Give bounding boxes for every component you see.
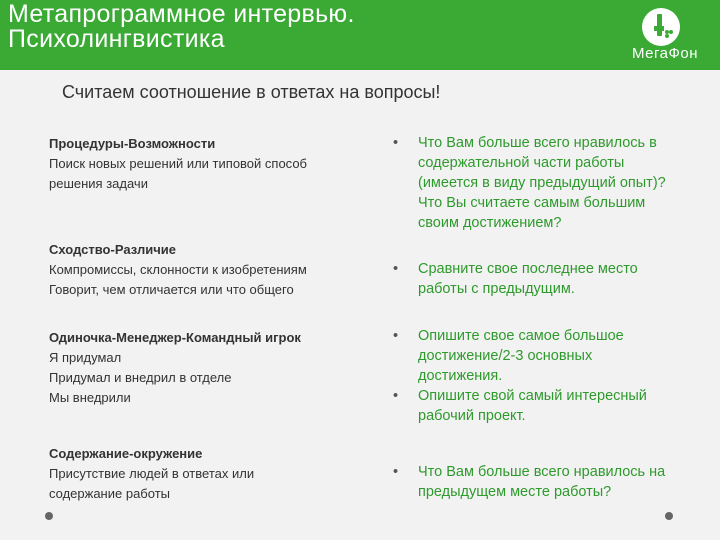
title-line-1: Метапрограммное интервью. [8,0,355,28]
header-bar [0,0,720,70]
bullet-item [393,259,708,299]
section-heading: Одиночка-Менеджер-Командный игрок [49,330,301,345]
bullet-line: работы с предыдущим. [418,281,575,297]
megafon-logo [620,8,710,64]
bullet-line: Сравните свое последнее место [418,261,638,277]
section-line: содержание работы [49,486,170,501]
bullet-dot: • [393,464,399,480]
section-line: Поиск новых решений или типовой способ [49,156,308,171]
bullet-dot: • [393,328,399,344]
section-line: Присутствие людей в ответах или [49,466,255,481]
bullet-line: (имеется в виду предыдущий опыт)? [418,175,666,191]
section-2-left [49,240,369,300]
corner-dot-left [45,512,53,520]
section-heading: Содержание-окружение [49,446,203,461]
bullet-line: своим достижением? [418,215,562,231]
section-heading: Процедуры-Возможности [49,136,216,151]
bullet-line: рабочий проект. [418,408,526,424]
section-2-right [393,259,708,299]
section-line: решения задачи [49,176,148,191]
bullet-dot: • [393,135,399,151]
section-3-left [49,328,369,408]
section-1-right [393,133,708,233]
bullet-line: Что Вы считаете самым большим [418,195,646,211]
section-line: Компромиссы, склонности к изобретениям [49,262,307,277]
section-1-left [49,134,369,194]
corner-dot-right [665,512,673,520]
megafon-logo-icon [642,8,680,46]
bullet-dot: • [393,261,399,277]
bullet-item [393,462,708,502]
section-line: Мы внедрили [49,390,131,405]
section-line: Говорит, чем отличается или что общего [49,282,294,297]
section-line: Придумал и внедрил в отделе [49,370,232,385]
bullet-item [393,386,708,426]
section-3-right [393,326,708,426]
bullet-line: достижение/2-3 основных [418,348,593,364]
megafon-logo-text: МегаФон [631,45,699,62]
bullet-line: Что Вам больше всего нравилось на [418,464,666,480]
section-4-left [49,444,369,504]
section-line: Я придумал [49,350,122,365]
title-line-2: Психолингвистика [8,25,225,53]
section-heading: Сходство-Различие [49,242,177,257]
bullet-line: предыдущем месте работы? [418,484,612,500]
bullet-dot: • [393,388,399,404]
subtitle: Считаем соотношение в ответах на вопросы! [62,82,441,102]
bullet-line: содержательной части работы [418,155,625,171]
bullet-line: Опишите свой самый интересный [418,388,647,404]
page-title [8,2,355,52]
bullet-item [393,133,708,233]
bullet-line: Опишите свое самое большое [418,328,624,344]
section-4-right [393,462,708,502]
bullet-line: Что Вам больше всего нравилось в [418,135,657,151]
bullet-line: достижения. [418,368,503,384]
bullet-item [393,326,708,386]
